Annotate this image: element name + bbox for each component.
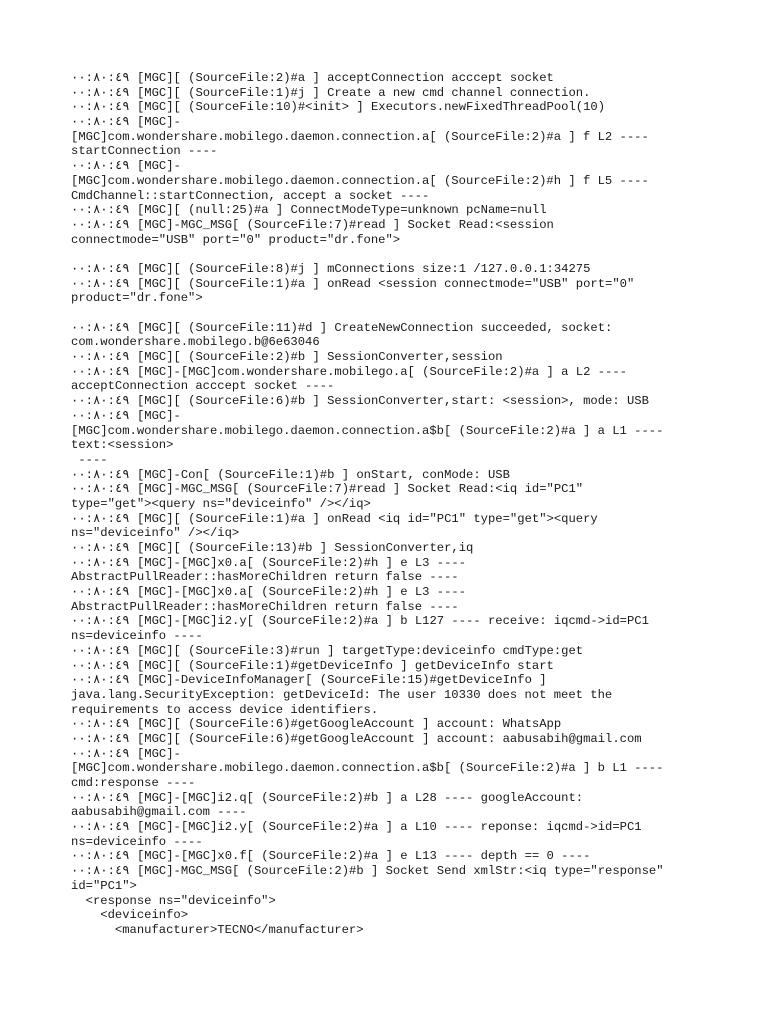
log-line: ··:٤٩:·٨ [MGC]-: [71, 408, 181, 423]
log-line: connectmode="USB" port="0" product="dr.fone">: [71, 232, 401, 247]
log-line: ··:٤٩:·٨ [MGC][ (SourceFile:3)#run ] targetType:deviceinfo cmdType:get: [71, 643, 584, 658]
log-line: id="PC1">: [71, 878, 137, 893]
log-line: ··:٤٩:·٨ [MGC][ (SourceFile:6)#getGoogleAccount ] account: aabusabih@gmail.com: [71, 731, 642, 746]
log-line: ··:٤٩:·٨ [MGC][ (SourceFile:1)#a ] onRead <session connectmode="USB" port="0": [71, 276, 635, 291]
log-line: aabusabih@gmail.com ----: [71, 805, 247, 820]
log-line: ··:٤٩:·٨ [MGC]-[MGC]x0.a[ (SourceFile:2)#h ] e L3 ----: [71, 555, 467, 570]
log-line: ··:٤٩:·٨ [MGC]-[MGC]i2.q[ (SourceFile:2)#b ] a L28 ---- googleAccount:: [71, 790, 584, 805]
log-line: ··:٤٩:·٨ [MGC]-[MGC]x0.f[ (SourceFile:2)#a ] e L13 ---- depth == 0 ----: [71, 849, 591, 864]
log-line: acceptConnection acccept socket ----: [71, 379, 335, 394]
log-line: ··:٤٩:·٨ [MGC][ (SourceFile:11)#d ] CreateNewConnection succeeded, socket:: [71, 320, 613, 335]
log-line: ----: [71, 452, 108, 467]
log-line: ns="deviceinfo" /></iq>: [71, 526, 240, 541]
log-line: ··:٤٩:·٨ [MGC]-: [71, 115, 181, 130]
log-line: [MGC]com.wondershare.mobilego.daemon.connection.a[ (SourceFile:2)#a ] f L2 ----: [71, 129, 649, 144]
log-line: cmd:response ----: [71, 776, 196, 790]
log-line: ns=deviceinfo ----: [71, 834, 203, 849]
log-line: AbstractPullReader::hasMoreChildren return false ----: [71, 599, 459, 614]
log-line: [71, 247, 711, 262]
log-line: startConnection ----: [71, 144, 218, 159]
log-line: [MGC]com.wondershare.mobilego.daemon.connection.a$b[ (SourceFile:2)#a ] b L1 ----: [71, 761, 664, 776]
log-line: java.lang.SecurityException: getDeviceId: The user 10330 does not meet the: [71, 687, 613, 702]
log-line: type="get"><query ns="deviceinfo" /></iq>: [71, 496, 371, 511]
log-line: [MGC]com.wondershare.mobilego.daemon.connection.a[ (SourceFile:2)#h ] f L5 ----: [71, 173, 649, 188]
log-line: ··:٤٩:·٨ [MGC][ (SourceFile:2)#b ] SessionConverter,session: [71, 350, 503, 365]
log-line: product="dr.fone">: [71, 291, 203, 306]
log-line: ··:٤٩:·٨ [MGC][ (SourceFile:1)#getDeviceInfo ] getDeviceInfo start: [71, 658, 554, 673]
log-text-block: [71, 71, 711, 938]
log-line: text:<session>: [71, 438, 174, 453]
log-line: ··:٤٩:·٨ [MGC]-[MGC]i2.y[ (SourceFile:2)#a ] a L10 ---- reponse: iqcmd->id=PC1: [71, 820, 642, 835]
log-line: ··:٤٩:·٨ [MGC]-[MGC]com.wondershare.mobilego.a[ (SourceFile:2)#a ] a L2 ----: [71, 364, 627, 379]
log-line: ··:٤٩:·٨ [MGC][ (SourceFile:6)#getGoogleAccount ] account: WhatsApp: [71, 717, 562, 732]
log-line: ns=deviceinfo ----: [71, 629, 203, 644]
log-line: com.wondershare.mobilego.b@6e63046: [71, 335, 320, 350]
log-line: ··:٤٩:·٨ [MGC]-MGC_MSG[ (SourceFile:7)#read ] Socket Read:<session: [71, 217, 554, 232]
log-line: ··:٤٩:·٨ [MGC][ (SourceFile:8)#j ] mConnections size:1 /127.0.0.1:34275: [71, 261, 591, 276]
log-line: ··:٤٩:·٨ [MGC][ (SourceFile:13)#b ] SessionConverter,iq: [71, 541, 474, 555]
log-line: ··:٤٩:·٨ [MGC][ (SourceFile:1)#a ] onRead <iq id="PC1" type="get"><query: [71, 511, 598, 526]
log-line: ··:٤٩:·٨ [MGC][ (SourceFile:10)#<init> ] Executors.newFixedThreadPool(10): [71, 100, 606, 115]
log-line: CmdChannel::startConnection, accept a socket ----: [71, 188, 430, 203]
log-line: [71, 306, 711, 321]
log-line: ··:٤٩:·٨ [MGC]-Con[ (SourceFile:1)#b ] onStart, conMode: USB: [71, 467, 510, 482]
log-line: <deviceinfo>: [71, 908, 189, 923]
log-line: [MGC]com.wondershare.mobilego.daemon.connection.a$b[ (SourceFile:2)#a ] a L1 ----: [71, 423, 664, 438]
log-line: ··:٤٩:·٨ [MGC]-MGC_MSG[ (SourceFile:2)#b ] Socket Send xmlStr:<iq type="response": [71, 864, 664, 879]
log-line: <response ns="deviceinfo">: [71, 893, 276, 908]
log-line: AbstractPullReader::hasMoreChildren return false ----: [71, 570, 459, 585]
log-line: ··:٤٩:·٨ [MGC][ (null:25)#a ] ConnectModeType=unknown pcName=null: [71, 203, 547, 218]
log-line: ··:٤٩:·٨ [MGC]-[MGC]i2.y[ (SourceFile:2)#a ] b L127 ---- receive: iqcmd->id=PC1: [71, 614, 649, 629]
log-line: ··:٤٩:·٨ [MGC]-: [71, 746, 181, 761]
log-line: ··:٤٩:·٨ [MGC]-MGC_MSG[ (SourceFile:7)#read ] Socket Read:<iq id="PC1": [71, 482, 584, 497]
log-line: ··:٤٩:·٨ [MGC]-[MGC]x0.a[ (SourceFile:2)#h ] e L3 ----: [71, 585, 467, 600]
log-line: ··:٤٩:·٨ [MGC][ (SourceFile:6)#b ] SessionConverter,start: <session>, mode: USB: [71, 394, 649, 409]
log-line: ··:٤٩:·٨ [MGC]-: [71, 159, 181, 174]
log-line: ··:٤٩:·٨ [MGC][ (SourceFile:1)#j ] Create a new cmd channel connection.: [71, 85, 591, 100]
log-line: <manufacturer>TECNO</manufacturer>: [71, 922, 364, 937]
log-line: ··:٤٩:·٨ [MGC]-DeviceInfoManager[ (SourceFile:15)#getDeviceInfo ]: [71, 673, 547, 688]
log-line: requirements to access device identifiers.: [71, 702, 379, 717]
log-line: ··:٤٩:·٨ [MGC][ (SourceFile:2)#a ] acceptConnection acccept socket: [71, 71, 554, 85]
